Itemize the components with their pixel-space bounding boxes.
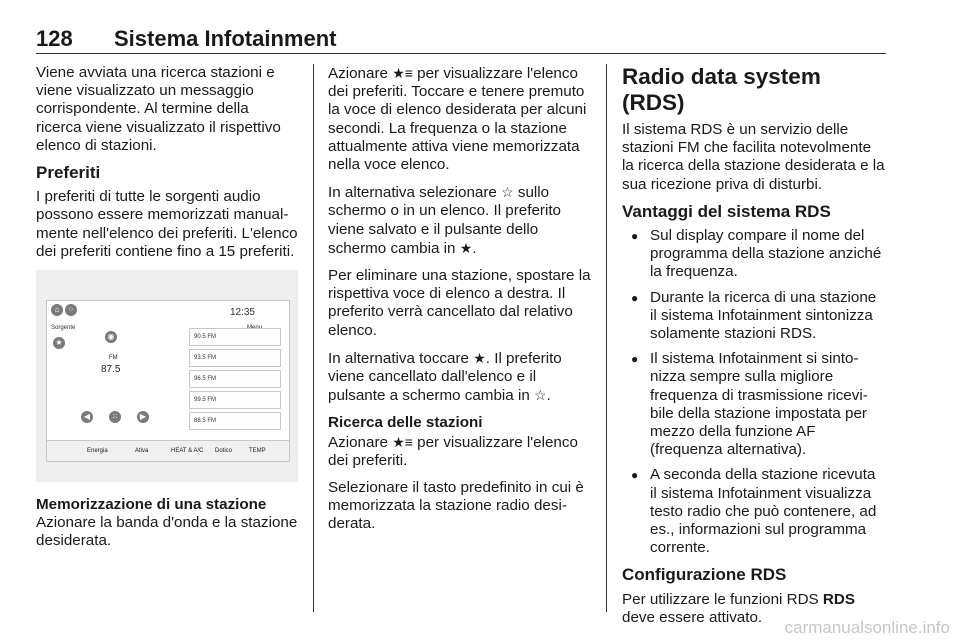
memorizzazione-paragraph: Azionare la banda d'onda e la stazione desiderata. [36, 514, 298, 550]
climate-bar [47, 440, 289, 461]
column-1 [36, 64, 298, 560]
apps-icon: ⁘ [65, 304, 77, 316]
heading-config: Configurazione RDS [622, 565, 787, 585]
benefits-list [622, 227, 886, 557]
bar-item: HEAT & A/C [171, 448, 204, 455]
heading-ricerca: Ricerca delle stazioni [328, 414, 483, 432]
favorite-icon: ★ [53, 337, 65, 349]
text-run: In alternativa selezionare [328, 184, 497, 202]
text-run: Azionare [328, 65, 388, 82]
frequency-readout: 87.5 [101, 364, 121, 376]
text-run: . [546, 387, 551, 405]
rds-label: RDS [822, 590, 855, 608]
star-outline-icon: ☆ [501, 184, 514, 201]
paragraph-toggle [328, 349, 592, 406]
intro-paragraph: Viene avviata una ricerca stazioni e viene visualizzato un messaggio corrispondente. Al termine della ricerca viene visualizzato il rispettivo elenco di stazioni. [36, 64, 281, 154]
column-2 [328, 64, 592, 543]
list-item: ● Durante la ricerca di una stazione il sistema Infotainment sintonizza solamente stazioni RDS. [622, 289, 886, 344]
text-run: Per utilizzare le funzioni RDS [622, 590, 819, 608]
column-divider [606, 64, 607, 612]
station-row: 96.5 FM [189, 370, 281, 388]
favorites-list-icon: ★≡ [392, 65, 413, 81]
text-run: sullo schermo o in un elenco. Il preferito viene salvato e il pulsante dello schermo cambia in [328, 184, 561, 257]
heading-rds: Radio data system (RDS) [622, 64, 821, 115]
star-filled-icon: ★ [473, 349, 486, 366]
list-item: ● A seconda della stazione ricevuta il sistema Infotainment visualizza testo radio che può contenere, ad es., informazioni sul programma corrente. [622, 466, 886, 557]
screen [46, 300, 290, 462]
list-item: ● Il sistema Infotainment si sintonizza sempre sulla migliore frequenza di trasmissione ricevibile della stazione impostata per mezzo della funzione AF (frequenza alternativa). [622, 350, 886, 459]
radio-icon: ◉ [105, 331, 117, 343]
page-title: Sistema Infotainment [114, 26, 337, 51]
paragraph-select-favorite [328, 183, 592, 258]
preferiti-paragraph: I preferiti di tutte le sorgenti audio possono essere memorizzati manualmente nell'elenco dei preferiti. L'elenco dei preferiti contiene fino a 15 preferiti. [36, 188, 298, 260]
text-run: In alternativa toccare [328, 349, 469, 367]
text-run: per visualizzare l'elenco dei preferiti. [328, 433, 578, 469]
home-icon: ⌂ [51, 304, 63, 316]
station-row: 88.5 FM [189, 412, 281, 430]
next-icon: ▶ [137, 411, 149, 423]
bar-item: TEMP [249, 448, 266, 455]
list-item: ● Sul display compare il nome del programma della stazione anziché la frequenza. [622, 227, 886, 282]
favorites-list-icon: ★≡ [392, 433, 413, 450]
paragraph-delete: Per eliminare una stazione, spostare la rispettiva voce di elenco a destra. Il preferito verrà cancellato dal relativo elenco. [328, 267, 591, 339]
text-run: per visualizzare l'elenco dei preferiti. Toccare e tenere premuto la voce di elenco desiderata per alcuni secondi. La frequenza o la stazione attualmente attiva viene memorizzata nella voce elenco. [328, 65, 587, 174]
station-list [189, 328, 281, 433]
source-label: Sorgente [51, 325, 76, 332]
paragraph-preset: Selezionare il tasto predefinito in cui è memorizzata la stazione radio desiderata. [328, 479, 584, 533]
station-row: 93.5 FM [189, 349, 281, 367]
bar-item: Energia [87, 448, 108, 455]
infotainment-screenshot [36, 270, 298, 482]
band-label: FM [109, 355, 118, 362]
column-3 [622, 64, 886, 636]
text-run: . [472, 239, 477, 257]
heading-preferiti: Preferiti [36, 163, 101, 183]
paragraph-favorites-list [328, 64, 592, 174]
page-header [36, 26, 886, 54]
paragraph-ricerca [328, 433, 592, 470]
text-run: Azionare [328, 433, 388, 451]
bar-item: Ativa [135, 448, 149, 455]
watermark: carmanualsonline.info [784, 618, 950, 637]
bar-item: Dotico [215, 448, 233, 455]
heading-memorizzazione: Memorizzazione di una stazione [36, 496, 267, 514]
prev-icon: ◀ [81, 411, 93, 423]
header-rule [36, 53, 886, 54]
heading-vantaggi: Vantaggi del sistema RDS [622, 201, 831, 221]
station-row: 90.5 FM [189, 328, 281, 346]
text-run: . Il preferito viene cancellato dall'elenco e il pulsante a schermo cambia in [328, 349, 562, 405]
star-filled-icon: ★ [459, 239, 473, 256]
screen-time: 12:35 [229, 307, 255, 319]
station-row: 99.5 FM [189, 391, 281, 409]
page-number: 128 [36, 26, 73, 51]
keypad-icon: ⁙ [109, 411, 121, 423]
paragraph-rds: Il sistema RDS è un servizio delle stazioni FM che facilita notevolmente la ricerca della stazione desiderata e la sua ricezione priva di disturbi. [622, 121, 885, 193]
text-run: deve essere attivato. [622, 608, 763, 626]
column-divider [313, 64, 314, 612]
star-outline-icon: ☆ [534, 387, 547, 404]
